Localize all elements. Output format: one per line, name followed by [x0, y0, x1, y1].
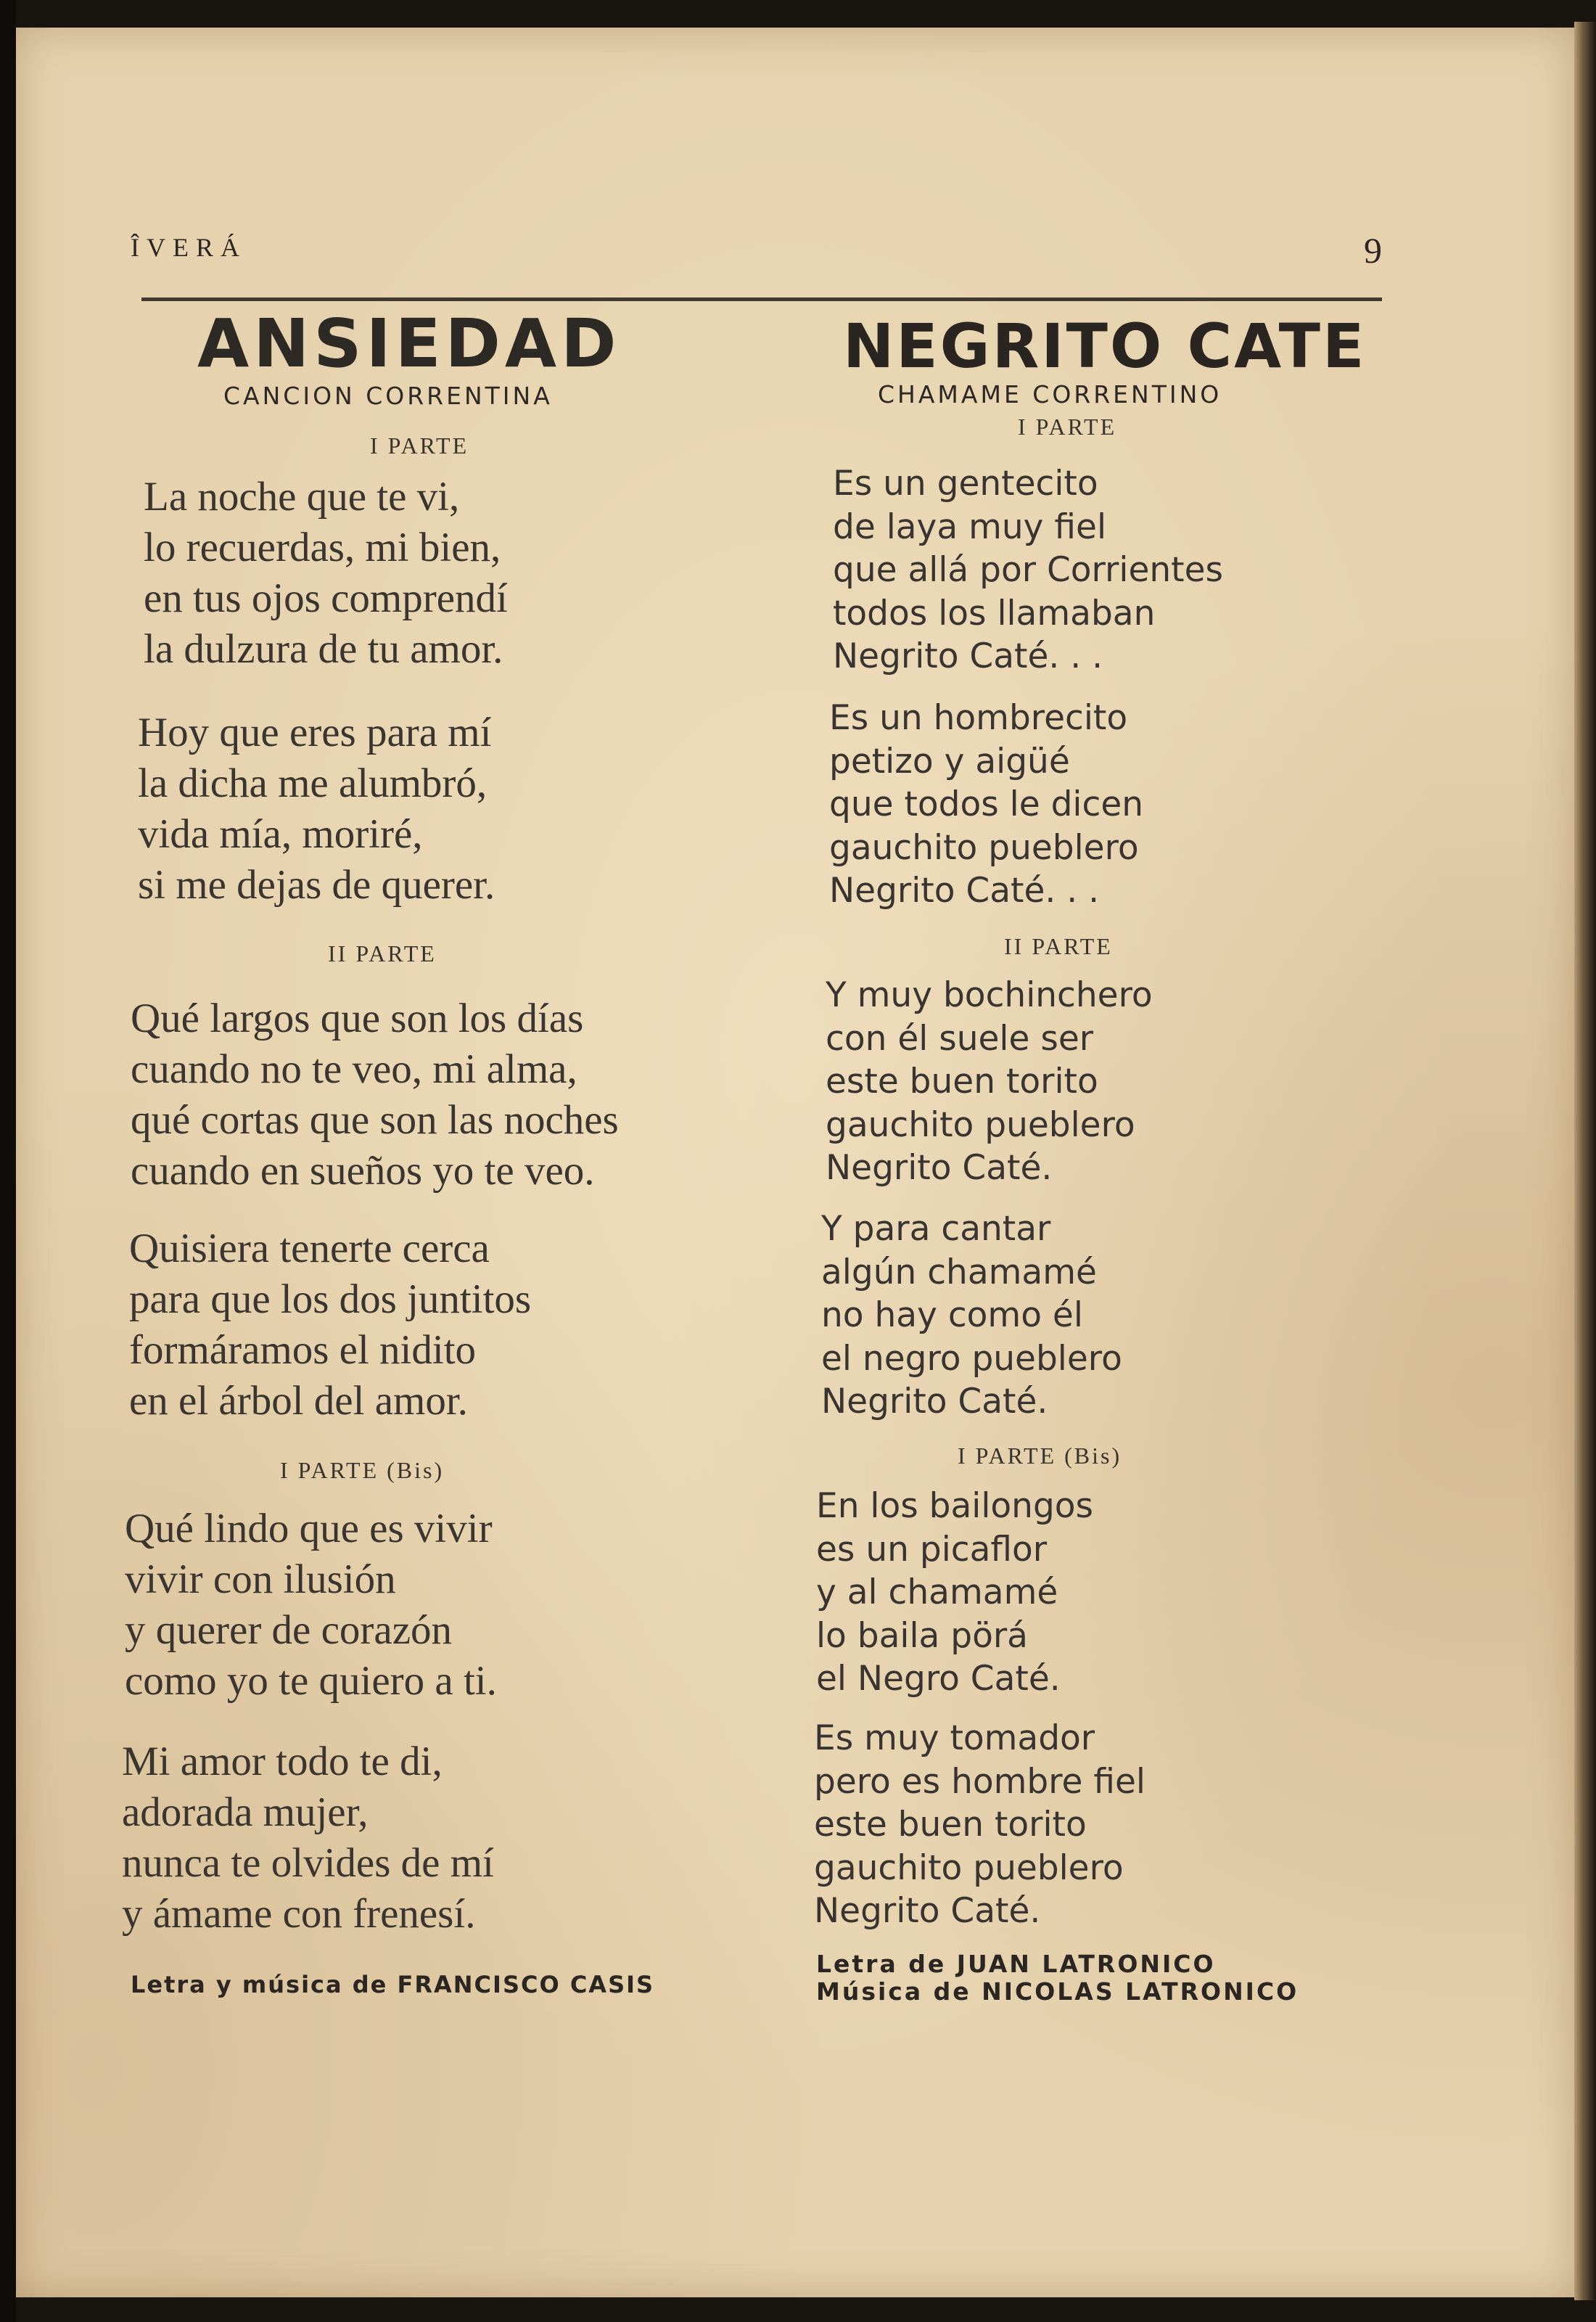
- header-rule: [141, 298, 1382, 301]
- right-stanza: Y para cantar algún chamamé no hay como él el negro pueblero Negrito Caté.: [821, 1209, 1122, 1421]
- book-spine: [0, 0, 16, 2322]
- right-song-title: NEGRITO CATE: [843, 311, 1367, 382]
- left-stanza: Mi amor todo te di, adorada mujer, nunca te olvides de mí y ámame con frenesí.: [122, 1739, 494, 1937]
- left-song-credit: Letra y música de FRANCISCO CASIS: [131, 1971, 655, 1998]
- left-song-subtitle: CANCION CORRENTINA: [223, 382, 553, 410]
- left-song-title: ANSIEDAD: [197, 305, 621, 382]
- right-section-label: I PARTE: [1018, 414, 1117, 440]
- page-number: 9: [1364, 230, 1382, 271]
- left-section-label: II PARTE: [328, 940, 437, 967]
- magazine-name: ÎVERÁ: [131, 233, 247, 262]
- right-section-label: II PARTE: [1004, 933, 1113, 959]
- left-stanza: La noche que te vi, lo recuerdas, mi bien, en tus ojos comprendí la dulzura de tu amor.: [144, 474, 508, 672]
- left-stanza: Qué lindo que es vivir vivir con ilusión y querer de corazón como yo te quiero a ti.: [125, 1506, 497, 1704]
- right-stanza: Es un gentecito de laya muy fiel que allá por Corrientes todos los llamaban Negrito Caté. . .: [833, 464, 1223, 676]
- left-section-label: I PARTE: [370, 432, 469, 459]
- page-edge: [1574, 22, 1596, 2300]
- left-stanza: Quisiera tenerte cerca para que los dos juntitos formáramos el nidito en el árbol del amor.: [129, 1226, 532, 1424]
- right-stanza: Es muy tomador pero es hombre fiel este buen torito gauchito pueblero Negrito Caté.: [814, 1718, 1145, 1931]
- left-section-label: I PARTE (Bis): [280, 1457, 445, 1483]
- right-stanza: En los bailongos es un picaflor y al chamamé lo baila pörá el Negro Caté.: [816, 1486, 1094, 1699]
- right-song-credit: Letra de JUAN LATRONICO Música de NICOLAS LATRONICO: [816, 1950, 1299, 2006]
- left-stanza: Hoy que eres para mí la dicha me alumbró, vida mía, moriré, si me dejas de querer.: [138, 710, 495, 908]
- right-stanza: Y muy bochinchero con él suele ser este buen torito gauchito pueblero Negrito Caté.: [826, 975, 1153, 1188]
- right-song-subtitle: CHAMAME CORRENTINO: [878, 380, 1222, 409]
- right-section-label: I PARTE (Bis): [958, 1443, 1122, 1469]
- left-stanza: Qué largos que son los días cuando no te veo, mi alma, qué cortas que son las noches cuando en sueños yo te veo.: [131, 996, 619, 1194]
- right-stanza: Es un hombrecito petizo y aigüé que todos le dicen gauchito pueblero Negrito Caté. . .: [829, 698, 1144, 911]
